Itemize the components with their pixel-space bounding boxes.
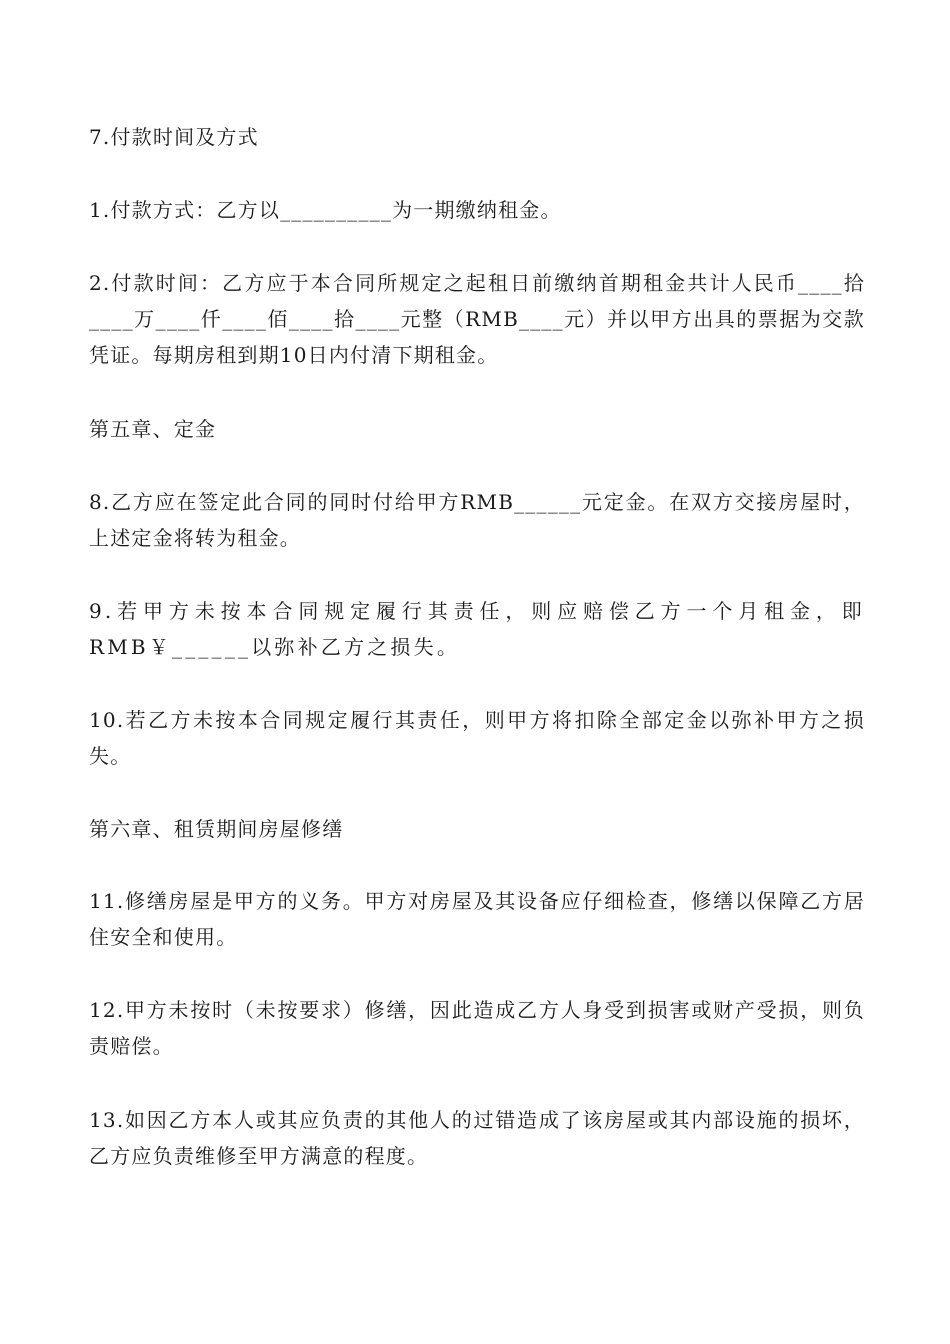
clause-9-landlord-breach: 9.若甲方未按本合同规定履行其责任，则应赔偿乙方一个月租金，即RMB￥______以弥补乙方之损失。 <box>89 599 865 659</box>
clause-13-tenant-damage: 13.如因乙方本人或其应负责的其他人的过错造成了该房屋或其内部设施的损坏，乙方应负责维修至甲方满意的程度。 <box>89 1108 865 1168</box>
chapter-heading-deposit: 第五章、定金 <box>89 417 217 441</box>
clause-10-tenant-breach: 10.若乙方未按本合同规定履行其责任，则甲方将扣除全部定金以弥补甲方之损失。 <box>89 708 865 768</box>
clause-payment-method: 1.付款方式：乙方以__________为一期缴纳租金。 <box>89 198 562 222</box>
clause-payment-time: 2.付款时间：乙方应于本合同所规定之起租日前缴纳首期租金共计人民币____拾____万____仟____佰____拾____元整（RMB____元）并以甲方出具的票据为交款凭证。每期房租到期10日内付清下期租金。 <box>89 271 865 367</box>
clause-11-repair-duty: 11.修缮房屋是甲方的义务。甲方对房屋及其设备应仔细检查，修缮以保障乙方居住安全和使用。 <box>89 889 865 949</box>
chapter-heading-repairs: 第六章、租赁期间房屋修缮 <box>89 817 344 841</box>
section-heading-payment: 7.付款时间及方式 <box>89 125 259 149</box>
clause-12-repair-compensation: 12.甲方未按时（未按要求）修缮，因此造成乙方人身受到损害或财产受损，则负责赔偿。 <box>89 998 865 1058</box>
clause-8-deposit: 8.乙方应在签定此合同的同时付给甲方RMB______元定金。在双方交接房屋时，上述定金将转为租金。 <box>89 490 865 550</box>
